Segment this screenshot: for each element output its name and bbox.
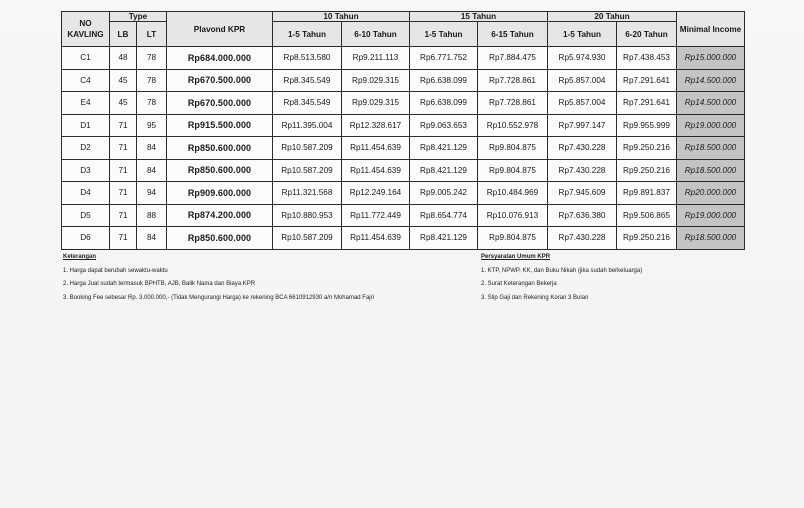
cell-20y-6-20: Rp9.955.999 [617,114,677,137]
cell-15y-6-15: Rp10.076.913 [478,204,548,227]
cell-kavling: C1 [62,47,110,70]
cell-15y-6-15: Rp10.484.969 [478,182,548,205]
table-row [62,137,745,160]
cell-kavling: D4 [62,182,110,205]
persyaratan-heading: Persyaratan Umum KPR [481,254,551,260]
cell-15y-6-15: Rp9.804.875 [478,227,548,250]
cell-15y-1-5: Rp6.638.099 [410,92,478,115]
cell-kavling: C4 [62,69,110,92]
table-row [62,182,745,205]
cell-20y-1-5: Rp7.430.228 [548,227,617,250]
cell-10y-1-5: Rp10.587.209 [273,137,342,160]
cell-15y-6-15: Rp9.804.875 [478,137,548,160]
cell-15y-1-5: Rp9.063.653 [410,114,478,137]
keterangan-item: 1. Harga dapat berubah sewaktu-waktu [63,267,168,274]
header-15-period-1-5: 1-5 Tahun [410,22,478,47]
cell-minimal-income: Rp18.500.000 [677,159,745,182]
cell-15y-1-5: Rp9.005.242 [410,182,478,205]
cell-10y-1-5: Rp11.321.568 [273,182,342,205]
header-type: Type [110,12,167,22]
header-15-period-6-15: 6-15 Tahun [478,22,548,47]
cell-lt: 78 [137,92,167,115]
cell-lb: 48 [110,47,137,70]
persyaratan-item: 3. Slip Gaji dan Rekening Koran 3 Bulan [481,294,589,301]
cell-15y-6-15: Rp9.804.875 [478,159,548,182]
header-tenor-20: 20 Tahun [548,12,677,22]
cell-20y-6-20: Rp9.891.837 [617,182,677,205]
cell-10y-1-5: Rp10.880.953 [273,204,342,227]
cell-10y-6-10: Rp11.772.449 [342,204,410,227]
cell-15y-6-15: Rp7.728.861 [478,69,548,92]
keterangan-item: 2. Harga Jual sudah termasuk BPHTB, AJB, Balik Nama dan Biaya KPR [63,281,256,287]
cell-10y-1-5: Rp10.587.209 [273,159,342,182]
cell-20y-1-5: Rp7.430.228 [548,137,617,160]
cell-kavling: D3 [62,159,110,182]
cell-20y-1-5: Rp7.430.228 [548,159,617,182]
table-row [62,47,745,70]
table-row [62,69,745,92]
cell-minimal-income: Rp18.500.000 [677,137,745,160]
header-plafond: Plavond KPR [167,12,273,47]
keterangan-item: 3. Booking Fee sebesar Rp. 3.000.000,- (Tidak Mengurangi Harga) ke rekening BCA 6610912930 a/n Mohamad Fajri [63,294,374,301]
cell-10y-1-5: Rp10.587.209 [273,227,342,250]
cell-lb: 45 [110,92,137,115]
cell-minimal-income: Rp15.000.000 [677,47,745,70]
cell-lt: 95 [137,114,167,137]
cell-lb: 71 [110,159,137,182]
cell-kavling: D1 [62,114,110,137]
cell-10y-6-10: Rp9.029.315 [342,69,410,92]
cell-plafond: Rp874.200.000 [167,204,273,227]
persyaratan-item: 1. KTP, NPWP, KK, dan Buku Nikah (jika sudah berkeluarga) [481,267,643,274]
header-lb: LB [110,22,137,47]
cell-20y-6-20: Rp9.506.865 [617,204,677,227]
cell-lb: 71 [110,137,137,160]
cell-20y-6-20: Rp9.250.216 [617,137,677,160]
cell-plafond: Rp909.600.000 [167,182,273,205]
header-no-kavling: NO KAVLING [62,12,110,47]
cell-plafond: Rp850.600.000 [167,159,273,182]
cell-lt: 84 [137,159,167,182]
cell-10y-6-10: Rp11.454.639 [342,137,410,160]
cell-lb: 71 [110,114,137,137]
cell-20y-1-5: Rp7.997.147 [548,114,617,137]
cell-plafond: Rp915.500.000 [167,114,273,137]
header-minimal-income: Minimal Income [677,12,745,47]
header-lt: LT [137,22,167,47]
header-20-period-6-20: 6-20 Tahun [617,22,677,47]
table-subheader-row [62,22,745,47]
cell-kavling: D2 [62,137,110,160]
cell-15y-6-15: Rp7.884.475 [478,47,548,70]
cell-minimal-income: Rp20.000.000 [677,182,745,205]
header-tenor-10: 10 Tahun [273,12,410,22]
table-header-row [62,12,745,22]
cell-15y-1-5: Rp8.421.129 [410,137,478,160]
cell-15y-1-5: Rp8.421.129 [410,159,478,182]
cell-kavling: D5 [62,204,110,227]
table-row [62,159,745,182]
cell-10y-6-10: Rp9.029.315 [342,92,410,115]
cell-lt: 78 [137,69,167,92]
cell-15y-1-5: Rp6.771.752 [410,47,478,70]
cell-10y-6-10: Rp12.328.617 [342,114,410,137]
header-20-period-1-5: 1-5 Tahun [548,22,617,47]
header-tenor-15: 15 Tahun [410,12,548,22]
header-10-period-1-5: 1-5 Tahun [273,22,342,47]
cell-10y-1-5: Rp11.395.004 [273,114,342,137]
cell-10y-6-10: Rp9.211.113 [342,47,410,70]
cell-minimal-income: Rp19.000.000 [677,114,745,137]
cell-lt: 88 [137,204,167,227]
header-10-period-6-10: 6-10 Tahun [342,22,410,47]
keterangan-heading: Keterangan [63,254,97,260]
cell-plafond: Rp850.600.000 [167,227,273,250]
cell-10y-6-10: Rp12.249.164 [342,182,410,205]
cell-kavling: E4 [62,92,110,115]
cell-lb: 71 [110,182,137,205]
cell-minimal-income: Rp14.500.000 [677,69,745,92]
cell-plafond: Rp670.500.000 [167,69,273,92]
cell-lb: 71 [110,204,137,227]
cell-15y-1-5: Rp8.421.129 [410,227,478,250]
cell-lb: 45 [110,69,137,92]
table-row [62,227,745,250]
cell-20y-6-20: Rp7.438.453 [617,47,677,70]
cell-plafond: Rp684.000.000 [167,47,273,70]
cell-10y-1-5: Rp8.513.580 [273,47,342,70]
cell-lt: 78 [137,47,167,70]
cell-20y-6-20: Rp9.250.216 [617,227,677,250]
cell-10y-6-10: Rp11.454.639 [342,159,410,182]
cell-minimal-income: Rp19.000.000 [677,204,745,227]
cell-minimal-income: Rp14.500.000 [677,92,745,115]
cell-10y-1-5: Rp8.345.549 [273,69,342,92]
cell-10y-6-10: Rp11.454.639 [342,227,410,250]
cell-20y-1-5: Rp7.636.380 [548,204,617,227]
persyaratan-section [481,251,642,305]
cell-20y-6-20: Rp9.250.216 [617,159,677,182]
cell-15y-6-15: Rp7.728.861 [478,92,548,115]
cell-plafond: Rp850.600.000 [167,137,273,160]
keterangan-section [63,251,374,305]
table-row [62,114,745,137]
cell-20y-1-5: Rp5.857.004 [548,92,617,115]
cell-20y-6-20: Rp7.291.641 [617,92,677,115]
cell-minimal-income: Rp18.500.000 [677,227,745,250]
persyaratan-item: 2. Surat Keterangan Bekerja [481,281,557,287]
cell-15y-6-15: Rp10.552.978 [478,114,548,137]
cell-20y-6-20: Rp7.291.641 [617,69,677,92]
cell-lt: 84 [137,227,167,250]
kpr-price-table [61,11,745,250]
cell-20y-1-5: Rp7.945.609 [548,182,617,205]
cell-20y-1-5: Rp5.974.930 [548,47,617,70]
cell-lb: 71 [110,227,137,250]
cell-10y-1-5: Rp8.345.549 [273,92,342,115]
table-row [62,92,745,115]
cell-15y-1-5: Rp6.638.099 [410,69,478,92]
cell-kavling: D6 [62,227,110,250]
cell-20y-1-5: Rp5.857.004 [548,69,617,92]
cell-plafond: Rp670.500.000 [167,92,273,115]
cell-lt: 94 [137,182,167,205]
cell-15y-1-5: Rp8.654.774 [410,204,478,227]
table-row [62,204,745,227]
cell-lt: 84 [137,137,167,160]
